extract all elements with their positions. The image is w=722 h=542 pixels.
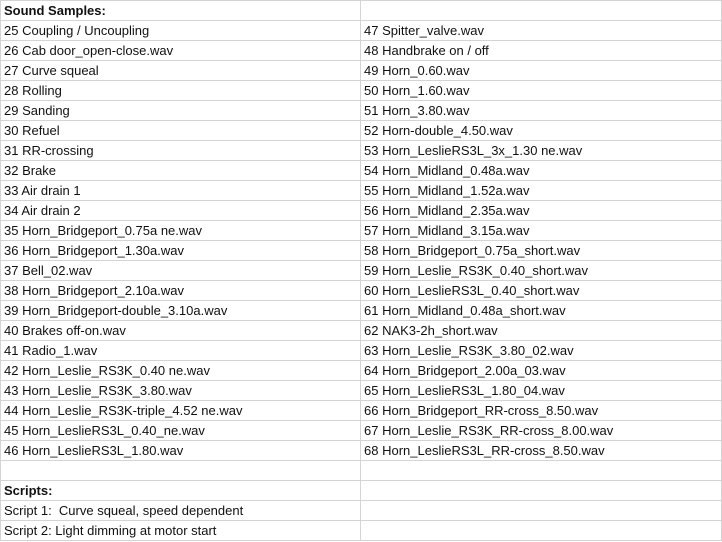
cell-sound-sample[interactable]: 37 Bell_02.wav — [0, 261, 361, 281]
cell-sound-sample[interactable]: 64 Horn_Bridgeport_2.00a_03.wav — [361, 361, 722, 381]
cell-sound-sample[interactable]: 61 Horn_Midland_0.48a_short.wav — [361, 301, 722, 321]
cell-sound-sample[interactable]: 41 Radio_1.wav — [0, 341, 361, 361]
cell-sound-sample[interactable]: 51 Horn_3.80.wav — [361, 101, 722, 121]
cell-sound-sample[interactable]: 68 Horn_LeslieRS3L_RR-cross_8.50.wav — [361, 441, 722, 461]
cell-sound-sample[interactable]: 25 Coupling / Uncoupling — [0, 21, 361, 41]
cell-sound-sample[interactable]: 38 Horn_Bridgeport_2.10a.wav — [0, 281, 361, 301]
cell-sound-sample[interactable]: 42 Horn_Leslie_RS3K_0.40 ne.wav — [0, 361, 361, 381]
cell-sound-sample[interactable]: 28 Rolling — [0, 81, 361, 101]
cell-scripts-header[interactable]: Scripts: — [0, 481, 361, 501]
cell-sound-sample[interactable]: 66 Horn_Bridgeport_RR-cross_8.50.wav — [361, 401, 722, 421]
cell-empty[interactable] — [361, 481, 722, 501]
cell-sound-sample[interactable]: 54 Horn_Midland_0.48a.wav — [361, 161, 722, 181]
cell-sound-sample[interactable]: 35 Horn_Bridgeport_0.75a ne.wav — [0, 221, 361, 241]
cell-sound-sample[interactable]: 67 Horn_Leslie_RS3K_RR-cross_8.00.wav — [361, 421, 722, 441]
cell-empty[interactable] — [0, 461, 361, 481]
cell-sound-sample[interactable]: 55 Horn_Midland_1.52a.wav — [361, 181, 722, 201]
cell-sound-sample[interactable]: 52 Horn-double_4.50.wav — [361, 121, 722, 141]
cell-sound-sample[interactable]: 47 Spitter_valve.wav — [361, 21, 722, 41]
cell-sound-sample[interactable]: 44 Horn_Leslie_RS3K-triple_4.52 ne.wav — [0, 401, 361, 421]
cell-sound-sample[interactable]: 60 Horn_LeslieRS3L_0.40_short.wav — [361, 281, 722, 301]
cell-sound-samples-header[interactable]: Sound Samples: — [0, 1, 361, 21]
cell-sound-sample[interactable]: 39 Horn_Bridgeport-double_3.10a.wav — [0, 301, 361, 321]
cell-sound-sample[interactable]: 57 Horn_Midland_3.15a.wav — [361, 221, 722, 241]
cell-empty[interactable] — [361, 501, 722, 521]
cell-sound-sample[interactable]: 36 Horn_Bridgeport_1.30a.wav — [0, 241, 361, 261]
cell-sound-sample[interactable]: 50 Horn_1.60.wav — [361, 81, 722, 101]
cell-sound-sample[interactable]: 29 Sanding — [0, 101, 361, 121]
cell-sound-sample[interactable]: 40 Brakes off-on.wav — [0, 321, 361, 341]
cell-sound-sample[interactable]: 33 Air drain 1 — [0, 181, 361, 201]
cell-sound-sample[interactable]: 62 NAK3-2h_short.wav — [361, 321, 722, 341]
cell-script[interactable]: Script 1: Curve squeal, speed dependent — [0, 501, 361, 521]
cell-sound-sample[interactable]: 26 Cab door_open-close.wav — [0, 41, 361, 61]
cell-sound-sample[interactable]: 58 Horn_Bridgeport_0.75a_short.wav — [361, 241, 722, 261]
cell-empty[interactable] — [361, 521, 722, 541]
cell-sound-sample[interactable]: 45 Horn_LeslieRS3L_0.40_ne.wav — [0, 421, 361, 441]
cell-sound-sample[interactable]: 30 Refuel — [0, 121, 361, 141]
cell-sound-sample[interactable]: 43 Horn_Leslie_RS3K_3.80.wav — [0, 381, 361, 401]
cell-sound-sample[interactable]: 46 Horn_LeslieRS3L_1.80.wav — [0, 441, 361, 461]
cell-sound-sample[interactable]: 34 Air drain 2 — [0, 201, 361, 221]
cell-sound-sample[interactable]: 32 Brake — [0, 161, 361, 181]
cell-script[interactable]: Script 2: Light dimming at motor start — [0, 521, 361, 541]
cell-sound-sample[interactable]: 65 Horn_LeslieRS3L_1.80_04.wav — [361, 381, 722, 401]
cell-empty[interactable] — [361, 461, 722, 481]
cell-empty[interactable] — [361, 1, 722, 21]
cell-sound-sample[interactable]: 59 Horn_Leslie_RS3K_0.40_short.wav — [361, 261, 722, 281]
cell-sound-sample[interactable]: 56 Horn_Midland_2.35a.wav — [361, 201, 722, 221]
cell-sound-sample[interactable]: 53 Horn_LeslieRS3L_3x_1.30 ne.wav — [361, 141, 722, 161]
cell-sound-sample[interactable]: 63 Horn_Leslie_RS3K_3.80_02.wav — [361, 341, 722, 361]
cell-sound-sample[interactable]: 48 Handbrake on / off — [361, 41, 722, 61]
cell-sound-sample[interactable]: 49 Horn_0.60.wav — [361, 61, 722, 81]
cell-sound-sample[interactable]: 27 Curve squeal — [0, 61, 361, 81]
cell-sound-sample[interactable]: 31 RR-crossing — [0, 141, 361, 161]
